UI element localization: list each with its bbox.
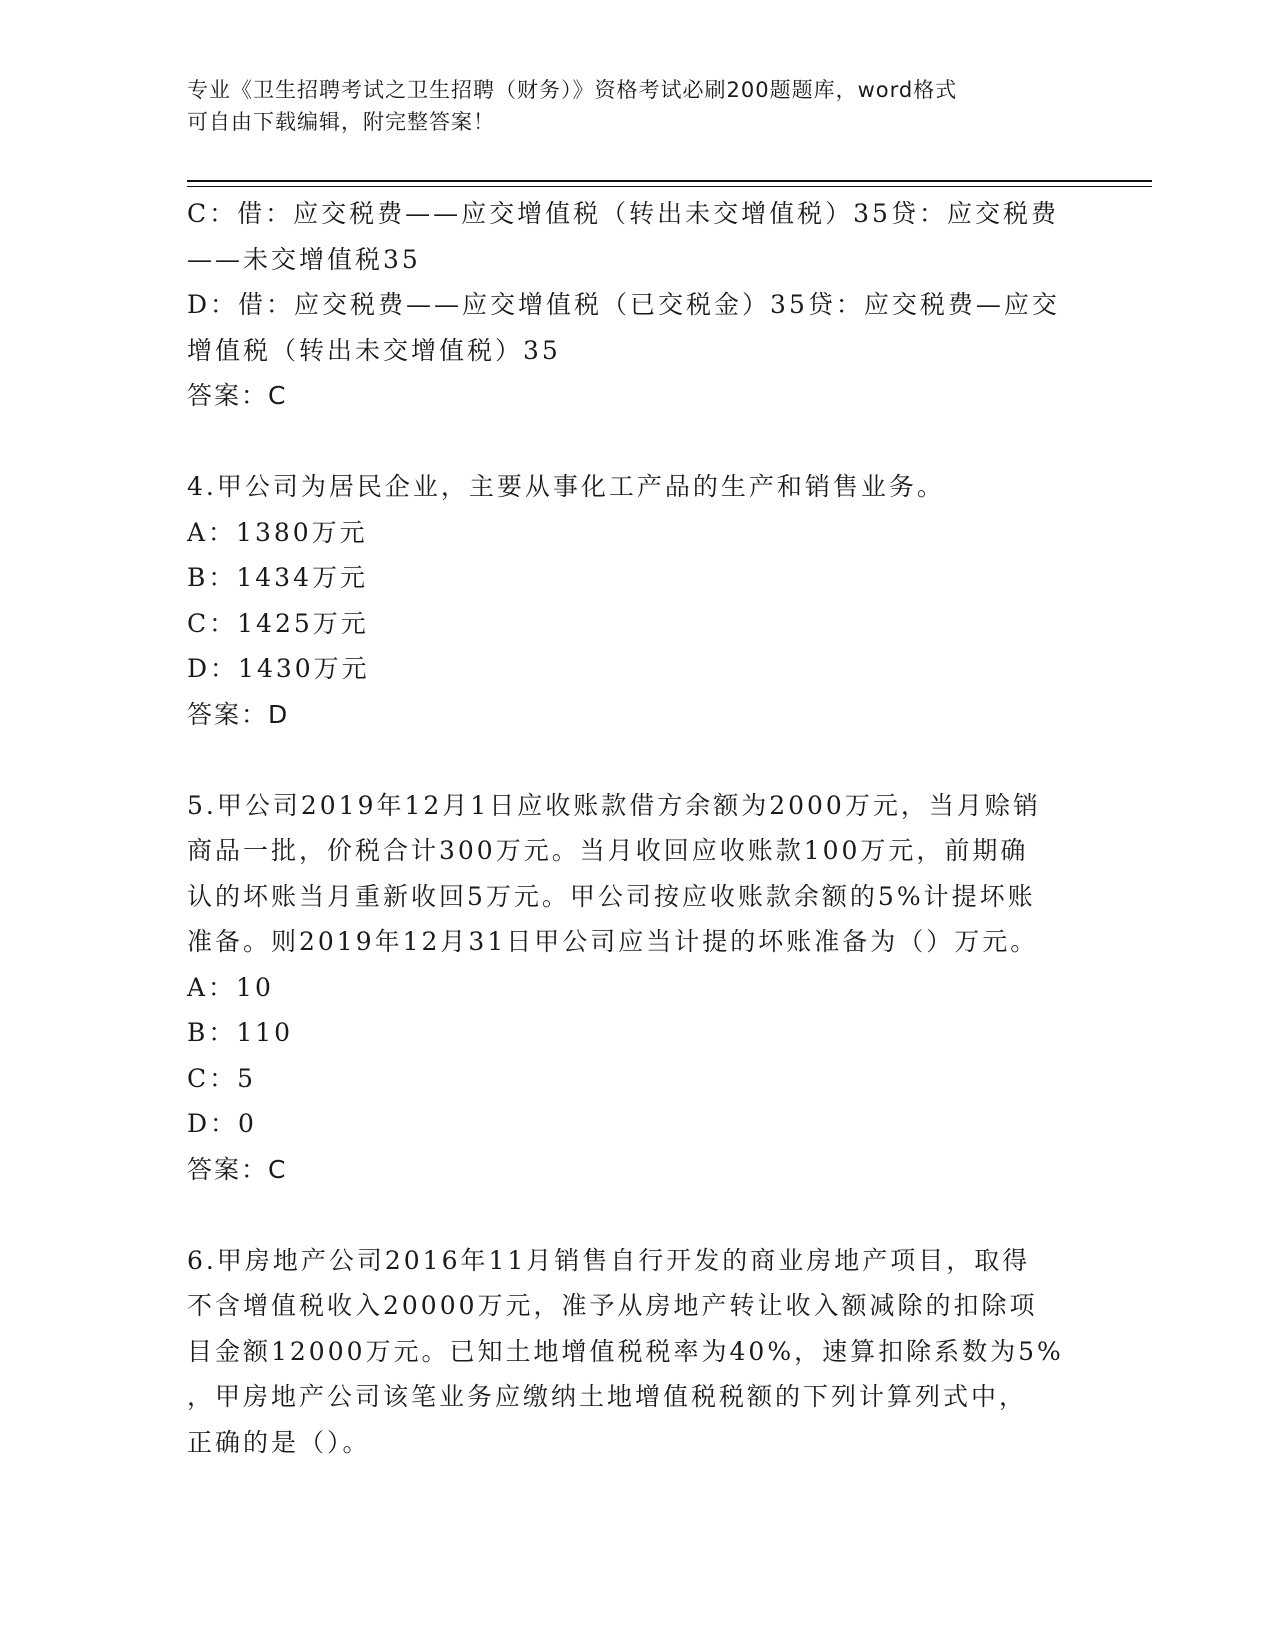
header-title-line-1: 专业《卫生招聘考试之卫生招聘（财务）》资格考试必刷200题题库，word格式 (187, 78, 958, 102)
q3-answer: 答案：C (187, 381, 288, 410)
q6-stem-line-5: 正确的是（）。 (187, 1427, 371, 1457)
header-divider-thin (187, 186, 1152, 187)
spacer (187, 1192, 1087, 1238)
q6-stem-line-3: 目金额12000万元。已知土地增值税税率为40%，速算扣除系数为5% (187, 1336, 1064, 1366)
document-body (187, 191, 1087, 1465)
spacer (187, 737, 1087, 783)
q6-stem-line-4: ，甲房地产公司该笔业务应缴纳土地增值税税额的下列计算列式中， (187, 1382, 1028, 1411)
q5-option-d: D：0 (187, 1109, 257, 1138)
q3-option-d-line-1: D：借：应交税费——应交增值税（已交税金）35贷：应交税费—应交 (187, 290, 1060, 319)
header-divider-thick (187, 180, 1152, 182)
q5-option-c: C：5 (187, 1063, 257, 1093)
q4-option-d: D：1430万元 (187, 654, 370, 683)
q3-option-c-line-1: C：借：应交税费——应交增值税（转出未交增值税）35贷：应交税费 (187, 199, 1059, 228)
q4-option-b: B：1434万元 (187, 563, 368, 592)
q3-option-c-line-2: ——未交增值税35 (187, 244, 421, 274)
document-header (187, 74, 1067, 138)
q5-stem-line-1: 5.甲公司2019年12月1日应收账款借方余额为2000万元，当月赊销 (187, 790, 1041, 820)
q5-stem-line-2: 商品一批，价税合计300万元。当月收回应收账款100万元，前期确 (187, 836, 1029, 865)
spacer (187, 419, 1087, 465)
q5-stem-line-3: 认的坏账当月重新收回5万元。甲公司按应收账款余额的5%计提坏账 (187, 881, 1036, 911)
header-title-line-2: 可自由下载编辑，附完整答案！ (187, 110, 495, 134)
q5-option-a: A：10 (187, 972, 274, 1002)
q4-answer: 答案：D (187, 699, 290, 729)
q5-answer: 答案：C (187, 1154, 288, 1184)
q6-stem-line-1: 6.甲房地产公司2016年11月销售自行开发的商业房地产项目，取得 (187, 1245, 1031, 1275)
q4-option-c: C：1425万元 (187, 608, 369, 638)
q5-stem-line-4: 准备。则2019年12月31日甲公司应当计提的坏账准备为（）万元。 (187, 927, 1039, 956)
q3-option-d-line-2: 增值税（转出未交增值税）35 (187, 335, 561, 365)
q4-option-a: A：1380万元 (187, 517, 368, 547)
q6-stem-line-2: 不含增值税收入20000万元，准予从房地产转让收入额减除的扣除项 (187, 1291, 1038, 1320)
q4-stem: 4.甲公司为居民企业，主要从事化工产品的生产和销售业务。 (187, 472, 945, 501)
q5-option-b: B：110 (187, 1018, 294, 1047)
